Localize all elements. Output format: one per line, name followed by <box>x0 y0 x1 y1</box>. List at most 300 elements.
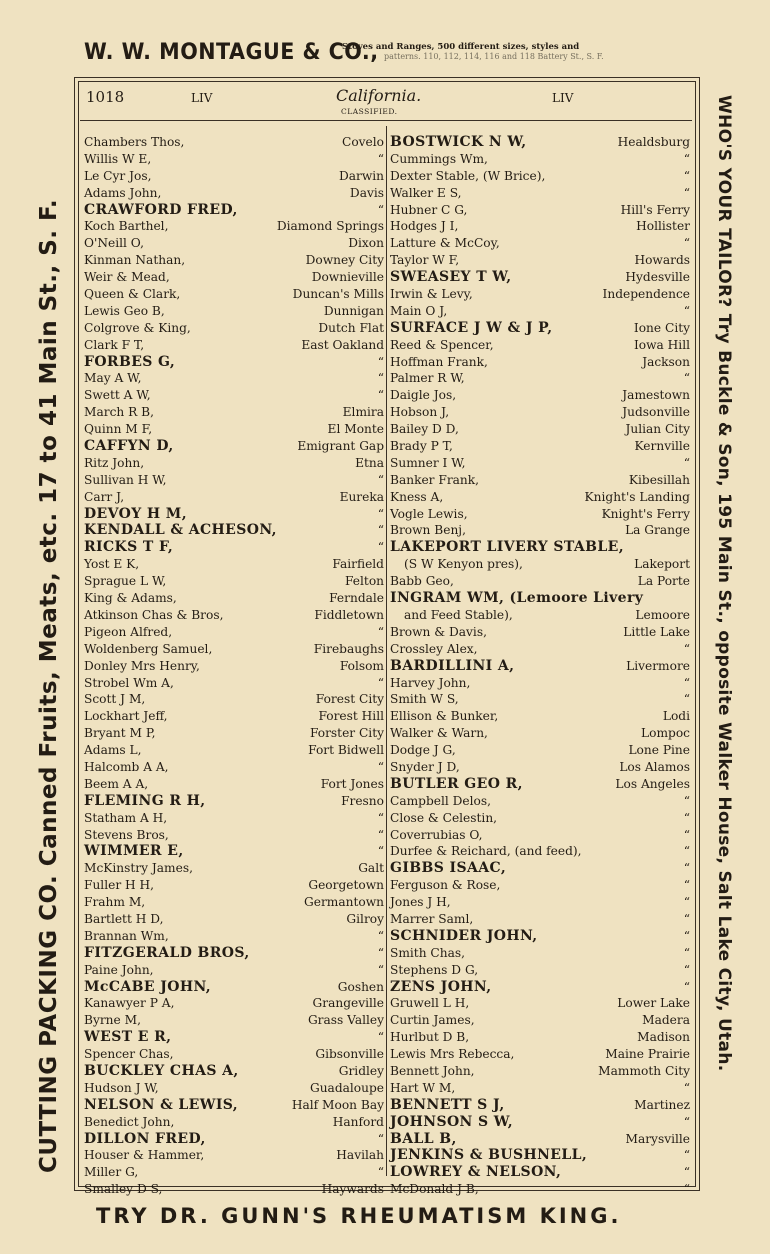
entry-name: RICKS T F, <box>84 539 174 556</box>
entry-place: “ <box>377 624 384 639</box>
entry-place: Fairfield <box>332 557 384 572</box>
entry-place: Little Lake <box>623 624 690 639</box>
list-item <box>84 793 384 810</box>
entry-place: “ <box>683 810 690 825</box>
list-item <box>84 995 384 1012</box>
list-item <box>84 691 384 708</box>
entry-name: Latture & McCoy, <box>390 236 500 251</box>
entry-name: Coverrubias O, <box>390 827 483 842</box>
entry-place: “ <box>683 641 690 656</box>
list-item <box>84 1181 384 1198</box>
list-item <box>84 185 384 202</box>
entry-name: Strobel Wm A, <box>84 675 174 690</box>
entry-name: DEVOY H M, <box>84 505 187 522</box>
left-column <box>84 134 384 1198</box>
list-item <box>390 928 690 945</box>
list-item <box>84 962 384 979</box>
list-item <box>390 269 690 286</box>
entry-name: Dodge J G, <box>390 743 456 758</box>
list-item <box>390 252 690 269</box>
list-item <box>390 827 690 844</box>
entry-name: McCABE JOHN, <box>84 978 212 995</box>
list-item <box>390 320 690 337</box>
list-item <box>390 438 690 455</box>
entry-place: “ <box>683 962 690 977</box>
entry-name: Durfee & Reichard, (and feed), <box>390 844 582 859</box>
entry-name: SWEASEY T W, <box>390 269 512 286</box>
entry-place: “ <box>683 1182 690 1197</box>
entry-name: Houser & Hammer, <box>84 1148 205 1163</box>
entry-place: “ <box>377 962 384 977</box>
entry-name: SURFACE J W & J P, <box>390 319 553 336</box>
list-item <box>84 455 384 472</box>
entry-place: East Oakland <box>301 337 384 352</box>
entry-name: Atkinson Chas & Bros, <box>84 607 224 622</box>
entry-place: Galt <box>358 861 384 876</box>
entry-place: “ <box>377 675 384 690</box>
entry-place: Emigrant Gap <box>297 439 384 454</box>
entry-name: NELSON & LEWIS, <box>84 1096 239 1113</box>
entry-name: Swett A W, <box>84 388 151 403</box>
entry-name: Gruwell L H, <box>390 996 470 1011</box>
list-item <box>390 894 690 911</box>
entry-name: May A W, <box>84 371 142 386</box>
entry-place: Lower Lake <box>617 996 690 1011</box>
entry-place: “ <box>377 928 384 943</box>
list-item <box>84 1046 384 1063</box>
list-item <box>84 472 384 489</box>
entry-place: “ <box>683 793 690 808</box>
entry-place: Forest City <box>315 692 384 707</box>
entry-place: Jackson <box>642 354 690 369</box>
page-title: California. <box>336 86 422 105</box>
list-item <box>390 337 690 354</box>
entry-name: Miller G, <box>84 1165 139 1180</box>
list-item <box>390 1181 690 1198</box>
entry-place: “ <box>683 861 690 876</box>
list-item <box>390 691 690 708</box>
list-item <box>84 810 384 827</box>
entry-place: La Grange <box>625 523 690 538</box>
entry-name: GIBBS ISAAC, <box>390 860 507 877</box>
list-item <box>84 911 384 928</box>
entry-name: Willis W E, <box>84 151 152 166</box>
footer-advertisement: TRY DR. GUNN'S RHEUMATISM KING. <box>96 1204 622 1228</box>
entry-name: Bryant M P, <box>84 726 156 741</box>
entry-name: Campbell Delos, <box>390 793 491 808</box>
entry-place: El Monte <box>327 422 384 437</box>
entry-name: Queen & Clark, <box>84 287 181 302</box>
running-head-left: LIV <box>191 91 213 105</box>
entry-place: “ <box>377 540 384 555</box>
right-column <box>390 134 690 1198</box>
entry-name: JOHNSON S W, <box>390 1113 514 1130</box>
entry-name: Bennett John, <box>390 1063 475 1078</box>
list-item <box>390 1046 690 1063</box>
entry-place: Grass Valley <box>307 1013 384 1028</box>
entry-name: Reed & Spencer, <box>390 337 494 352</box>
entry-name: FLEMING R H, <box>84 792 206 809</box>
entry-name: Daigle Jos, <box>390 388 457 403</box>
list-item <box>390 860 690 877</box>
entry-place: “ <box>683 1165 690 1180</box>
entry-place: Fresno <box>341 793 384 808</box>
list-item <box>390 522 690 539</box>
entry-place: Covelo <box>342 135 384 149</box>
list-item <box>84 151 384 168</box>
entry-place: Iowa Hill <box>633 337 690 352</box>
entry-name: March R B, <box>84 405 155 420</box>
entry-name: Benedict John, <box>84 1114 175 1129</box>
list-item <box>84 641 384 658</box>
entry-name: BENNETT S J, <box>390 1096 505 1113</box>
entry-name: Irwin & Levy, <box>390 287 473 302</box>
list-item <box>390 911 690 928</box>
entry-name: Hobson J, <box>390 405 450 420</box>
entry-name: Sprague L W, <box>84 574 167 589</box>
entry-name: BARDILLINI A, <box>390 657 515 674</box>
list-item <box>84 1131 384 1148</box>
entry-name: Cummings Wm, <box>390 151 488 166</box>
entry-place: Hanford <box>332 1114 384 1129</box>
entry-place: “ <box>683 911 690 926</box>
entry-name: Colgrove & King, <box>84 320 191 335</box>
entry-name: SCHNIDER JOHN, <box>390 927 538 944</box>
entry-place: “ <box>683 844 690 859</box>
header-ad-address: patterns. 110, 112, 114, 116 and 118 Battery St., S. F. <box>384 52 604 61</box>
list-item <box>390 472 690 489</box>
entry-name: WEST E R, <box>84 1029 172 1046</box>
entry-place: Mammoth City <box>598 1063 690 1078</box>
entry-place: Fiddletown <box>314 607 384 622</box>
entry-name: (S W Kenyon pres), <box>404 557 523 572</box>
list-item <box>84 979 384 996</box>
entry-place: “ <box>683 878 690 893</box>
list-item <box>390 404 690 421</box>
header-ad-tagline: Stoves and Ranges, 500 different sizes, styles and <box>342 42 580 52</box>
entry-name: Donley Mrs Henry, <box>84 658 200 673</box>
entry-place: “ <box>377 472 384 487</box>
entry-name: Close & Celestin, <box>390 810 498 825</box>
entry-place: “ <box>683 1080 690 1095</box>
entry-place: “ <box>377 1030 384 1045</box>
entry-place: Georgetown <box>308 878 384 893</box>
entry-place: “ <box>683 185 690 200</box>
entry-name: BUCKLEY CHAS A, <box>84 1062 239 1079</box>
entry-place: Fort Bidwell <box>308 743 384 758</box>
list-item <box>390 708 690 725</box>
entry-place: Elmira <box>342 405 384 420</box>
entry-place: Forest Hill <box>318 709 384 724</box>
entry-place: “ <box>377 945 384 960</box>
list-item <box>390 218 690 235</box>
entry-place: Gilroy <box>346 911 384 926</box>
entry-name: Ellison & Bunker, <box>390 709 499 724</box>
entry-place: Downieville <box>311 270 384 285</box>
entry-name: Jones J H, <box>390 895 451 910</box>
entry-name: Scott J M, <box>84 692 146 707</box>
list-item <box>84 776 384 793</box>
list-item <box>84 506 384 523</box>
entry-place: Livermore <box>626 658 690 673</box>
list-item <box>84 354 384 371</box>
entry-name: Dexter Stable, (W Brice), <box>390 168 546 183</box>
list-item <box>390 1147 690 1164</box>
list-item <box>84 404 384 421</box>
entry-place: Fort Jones <box>320 776 384 791</box>
list-item <box>84 1164 384 1181</box>
entry-place: “ <box>683 1148 690 1163</box>
list-item <box>390 387 690 404</box>
list-item <box>84 522 384 539</box>
entry-place: “ <box>683 168 690 183</box>
entry-place: Dutch Flat <box>318 320 384 335</box>
entry-place: “ <box>683 979 690 994</box>
list-item <box>84 337 384 354</box>
entry-name: Walker & Warn, <box>390 726 488 741</box>
entry-name: Weir & Mead, <box>84 270 170 285</box>
entry-place: “ <box>683 895 690 910</box>
entry-name: King & Adams, <box>84 591 177 606</box>
list-item <box>390 168 690 185</box>
list-item <box>390 995 690 1012</box>
header-rule <box>80 120 692 121</box>
list-item <box>390 675 690 692</box>
list-item <box>390 742 690 759</box>
entry-place: Knight's Landing <box>584 489 690 504</box>
entry-name: Spencer Chas, <box>84 1047 174 1062</box>
entry-name: Kinman Nathan, <box>84 253 186 268</box>
entry-name: Ritz John, <box>84 455 145 470</box>
entry-place: Martinez <box>634 1097 690 1112</box>
entry-name: Adams John, <box>84 185 162 200</box>
list-item <box>390 1012 690 1029</box>
list-item <box>84 708 384 725</box>
entry-place: Ferndale <box>329 591 384 606</box>
entry-place: Dunnigan <box>323 303 384 318</box>
list-item <box>390 573 690 590</box>
entry-place: Havilah <box>336 1148 384 1163</box>
entry-place: La Porte <box>637 574 690 589</box>
entry-place: Maine Prairie <box>605 1047 690 1062</box>
list-item <box>390 235 690 252</box>
entry-name: Clark F T, <box>84 337 145 352</box>
header-advertisement <box>84 40 704 70</box>
entry-name: Sumner I W, <box>390 455 466 470</box>
list-item <box>390 354 690 371</box>
right-margin-advertisement: WHO'S YOUR TAILOR? Try Buckle & Son, 195 Main St., opposite Walker House, Salt Lake City, Utah. <box>714 95 734 1072</box>
entry-name: and Feed Stable), <box>404 607 513 622</box>
entry-place: Hill's Ferry <box>620 202 690 217</box>
entry-place: Forster City <box>309 726 384 741</box>
header-ad-company: W. W. MONTAGUE & CO., <box>84 40 379 65</box>
list-item <box>390 506 690 523</box>
entry-name: BUTLER GEO R, <box>390 775 523 792</box>
list-item <box>390 556 690 573</box>
list-item <box>84 590 384 607</box>
list-item <box>390 1114 690 1131</box>
entry-place: “ <box>683 928 690 943</box>
list-item <box>390 303 690 320</box>
entry-place: “ <box>377 1165 384 1180</box>
list-item <box>84 269 384 286</box>
entry-place: Haywards <box>321 1182 384 1197</box>
entry-name: McKinstry James, <box>84 861 193 876</box>
entry-name: Statham A H, <box>84 810 168 825</box>
list-item <box>84 202 384 219</box>
list-item <box>84 928 384 945</box>
entry-name: Snyder J D, <box>390 759 460 774</box>
list-item <box>390 810 690 827</box>
entry-place: “ <box>377 388 384 403</box>
list-item <box>84 134 384 151</box>
entry-name: Palmer R W, <box>390 371 465 386</box>
list-item <box>84 759 384 776</box>
entry-place: Los Alamos <box>619 759 690 774</box>
entry-name: Le Cyr Jos, <box>84 168 152 183</box>
entry-name: Brown Benj, <box>390 523 466 538</box>
entry-name: Hoffman Frank, <box>390 354 488 369</box>
entry-place: Diamond Springs <box>276 219 384 234</box>
list-item <box>84 370 384 387</box>
entry-name: Banker Frank, <box>390 472 480 487</box>
list-item <box>390 1164 690 1181</box>
list-item <box>84 1029 384 1046</box>
list-item <box>390 134 690 151</box>
entry-name: WIMMER E, <box>84 843 184 860</box>
entry-place: Firebaughs <box>313 641 384 656</box>
entry-place: “ <box>377 523 384 538</box>
entry-name: Vogle Lewis, <box>390 506 468 521</box>
entry-name: Stephens D G, <box>390 962 479 977</box>
list-item <box>390 725 690 742</box>
list-item <box>84 252 384 269</box>
entry-name: Bailey D D, <box>390 422 459 437</box>
entry-place: “ <box>683 236 690 251</box>
entry-place: “ <box>683 455 690 470</box>
classified-subtitle: CLASSIFIED. <box>341 107 398 116</box>
entry-name: Fuller H H, <box>84 878 155 893</box>
entry-place: “ <box>377 202 384 217</box>
list-item <box>390 641 690 658</box>
list-item <box>84 438 384 455</box>
list-item <box>390 455 690 472</box>
list-item <box>84 320 384 337</box>
list-item <box>390 658 690 675</box>
entry-place: Gibsonville <box>315 1047 384 1062</box>
entry-name: Hart W M, <box>390 1080 456 1095</box>
entry-place: Hollister <box>636 219 690 234</box>
entry-place: Independence <box>602 287 690 302</box>
left-margin-advertisement: CUTTING PACKING CO. Canned Fruits, Meats, etc. 17 to 41 Main St., S. F. <box>36 198 62 1173</box>
entry-place: Knight's Ferry <box>601 506 690 521</box>
entry-name: Byrne M, <box>84 1013 141 1028</box>
entry-place: “ <box>683 827 690 842</box>
entry-name: Stevens Bros, <box>84 827 169 842</box>
entry-place: Jamestown <box>622 388 690 403</box>
entry-place: Duncan's Mills <box>292 287 384 302</box>
list-item <box>390 1063 690 1080</box>
entry-place: Kibesillah <box>628 472 690 487</box>
entry-place: Gridley <box>338 1063 384 1078</box>
entry-name: Lewis Mrs Rebecca, <box>390 1047 515 1062</box>
entry-name: Marrer Saml, <box>390 911 474 926</box>
entry-name: ZENS JOHN, <box>390 978 492 995</box>
entry-name: Adams L, <box>84 743 142 758</box>
entry-name: Hodges J I, <box>390 219 459 234</box>
entry-name: Crossley Alex, <box>390 641 478 656</box>
list-item <box>390 185 690 202</box>
entry-name: Brown & Davis, <box>390 624 487 639</box>
list-item <box>84 1097 384 1114</box>
list-item <box>84 860 384 877</box>
entry-name: Carr J, <box>84 489 125 504</box>
entry-place: “ <box>377 371 384 386</box>
list-item <box>84 573 384 590</box>
entry-place: “ <box>683 1114 690 1129</box>
list-item <box>390 539 690 556</box>
entry-place: Guadaloupe <box>309 1080 384 1095</box>
entry-name: Kness A, <box>390 489 444 504</box>
list-item <box>390 286 690 303</box>
list-item <box>84 1063 384 1080</box>
list-item <box>84 725 384 742</box>
list-item <box>390 1080 690 1097</box>
entry-name: Paine John, <box>84 962 154 977</box>
entry-place: Howards <box>634 253 690 268</box>
entry-place: Folsom <box>339 658 384 673</box>
list-item <box>390 877 690 894</box>
entry-place: Goshen <box>337 979 384 994</box>
list-item <box>84 894 384 911</box>
entry-place: Lompoc <box>641 726 690 741</box>
entry-name: Smalley D S, <box>84 1182 163 1197</box>
list-item <box>84 827 384 844</box>
entry-name: CAFFYN D, <box>84 438 174 455</box>
entry-place: “ <box>377 844 384 859</box>
entry-name: Kanawyer P A, <box>84 996 175 1011</box>
entry-name: Frahm M, <box>84 895 146 910</box>
entry-place: Julian City <box>625 422 690 437</box>
list-item <box>390 979 690 996</box>
list-item <box>390 370 690 387</box>
entry-name: Hurlbut D B, <box>390 1030 470 1045</box>
list-item <box>84 421 384 438</box>
entry-place: Hydesville <box>625 270 690 285</box>
entry-name: Harvey John, <box>390 675 471 690</box>
column-divider <box>386 126 387 1176</box>
entry-place: “ <box>683 675 690 690</box>
list-item <box>84 1012 384 1029</box>
entry-place: “ <box>683 371 690 386</box>
entry-place: Lone Pine <box>628 743 690 758</box>
list-item <box>390 962 690 979</box>
entry-place: Grangeville <box>312 996 384 1011</box>
list-item <box>84 624 384 641</box>
entry-name: DILLON FRED, <box>84 1130 206 1147</box>
list-item <box>84 1114 384 1131</box>
entry-place: Marysville <box>625 1131 690 1146</box>
entry-name: CRAWFORD FRED, <box>84 201 238 218</box>
list-item <box>390 1131 690 1148</box>
entry-name: Smith Chas, <box>390 945 465 960</box>
list-item <box>84 945 384 962</box>
list-item <box>390 1029 690 1046</box>
entry-name: Beem A A, <box>84 776 149 791</box>
list-item <box>84 286 384 303</box>
entry-place: Kernville <box>634 439 690 454</box>
list-item <box>390 489 690 506</box>
